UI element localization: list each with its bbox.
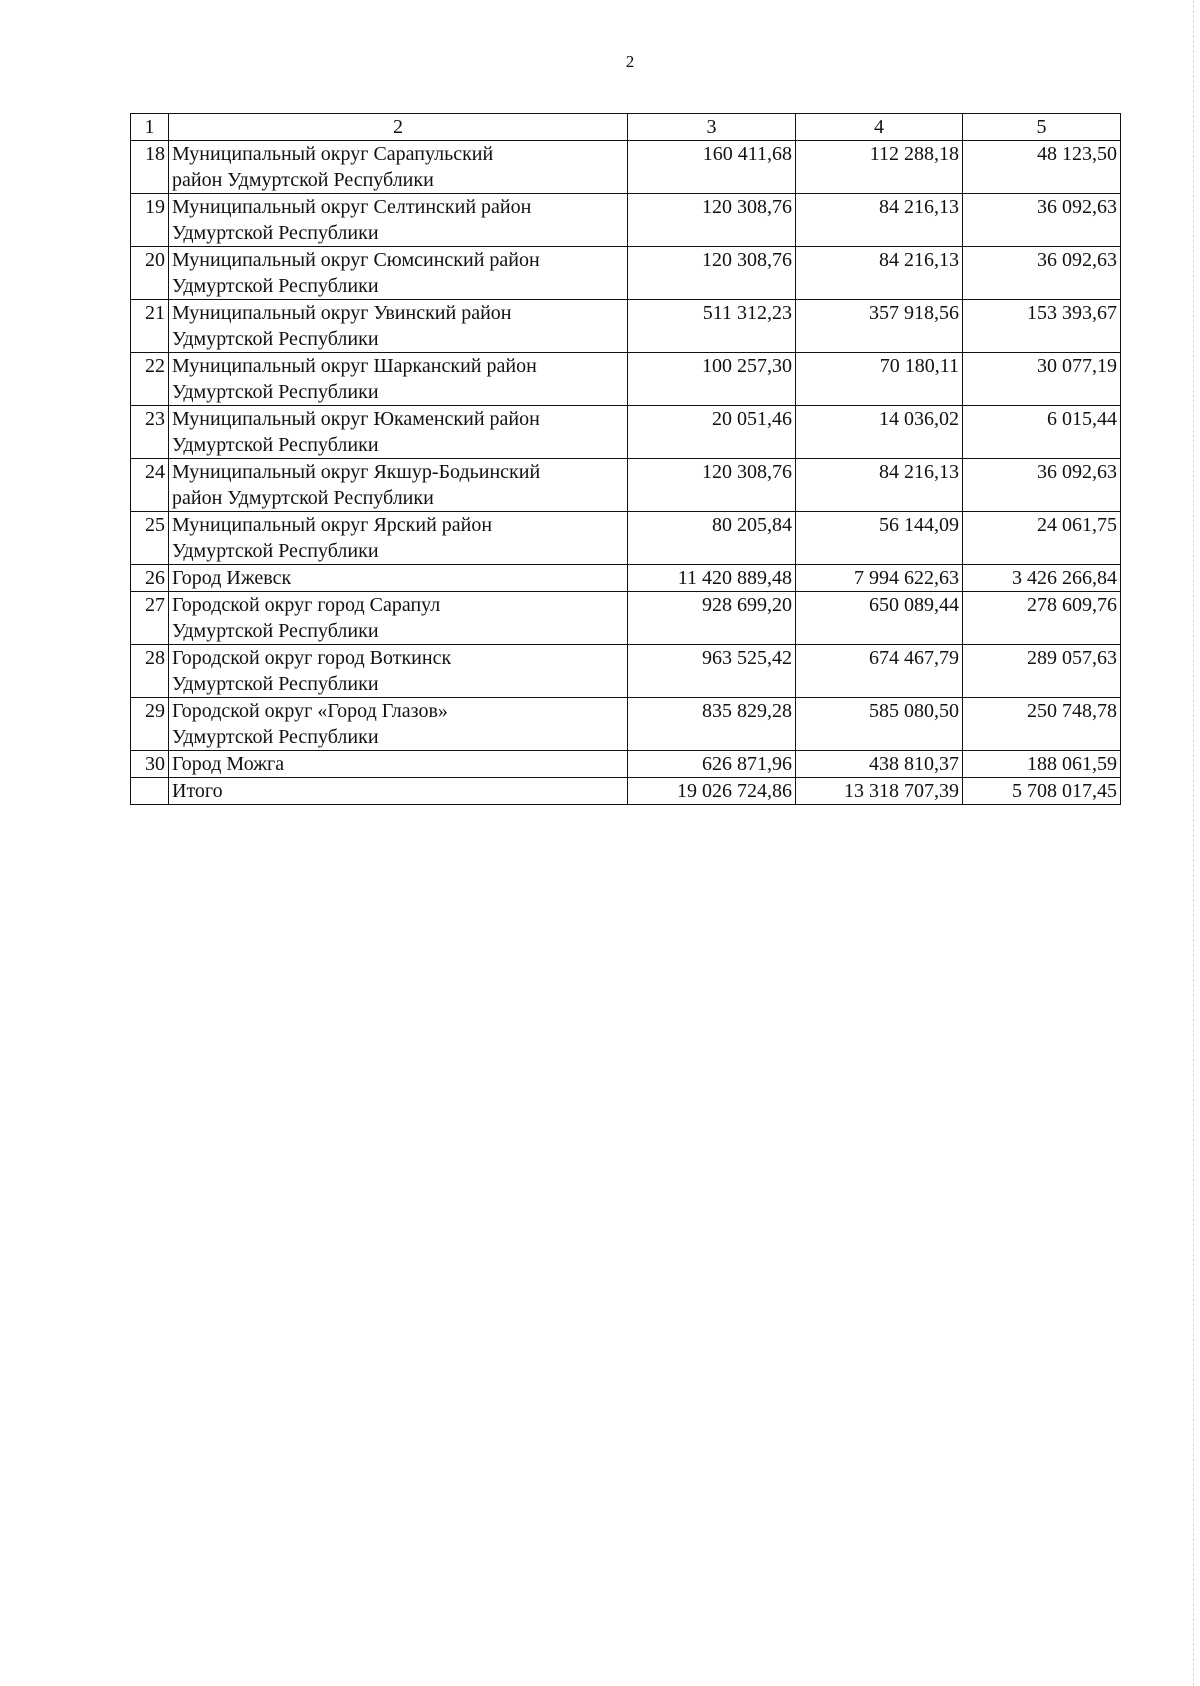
header-col-3: 3 [628,114,796,141]
amount-c4: 438 810,37 [796,751,963,778]
municipality-name-line: Муниципальный округ Якшур-Бодьинский [172,461,541,483]
amount-c3: 120 308,76 [628,459,796,512]
municipality-name [169,353,628,406]
table-row [131,565,1121,592]
municipality-name-line: Удмуртской Республики [172,275,379,297]
municipality-name [169,592,628,645]
municipality-name-line: Удмуртской Республики [172,328,379,350]
municipality-name [169,512,628,565]
amount-c4: 112 288,18 [796,141,963,194]
table-row [131,300,1121,353]
amount-c3: 80 205,84 [628,512,796,565]
municipality-name-line: Город Можга [172,753,285,775]
amount-c3: 20 051,46 [628,406,796,459]
municipality-name-line: район Удмуртской Республики [172,169,434,191]
table-row [131,645,1121,698]
table-row [131,353,1121,406]
header-col-2: 2 [169,114,628,141]
amount-c5: 30 077,19 [963,353,1121,406]
municipality-name [169,141,628,194]
row-index: 30 [131,751,169,778]
amount-c4: 56 144,09 [796,512,963,565]
municipality-name [169,565,628,592]
municipality-name-line: Удмуртской Республики [172,620,379,642]
total-amount-c5: 5 708 017,45 [963,778,1121,805]
amount-c4: 585 080,50 [796,698,963,751]
amount-c4: 14 036,02 [796,406,963,459]
amount-c5: 250 748,78 [963,698,1121,751]
municipality-name-line: Удмуртской Республики [172,381,379,403]
municipality-name [169,645,628,698]
amount-c4: 674 467,79 [796,645,963,698]
municipality-name-line: Удмуртской Республики [172,540,379,562]
amount-c5: 36 092,63 [963,194,1121,247]
table-body [131,141,1121,805]
row-index: 25 [131,512,169,565]
allocation-table [130,113,1121,805]
municipality-name-line: Удмуртской Республики [172,726,379,748]
table-row [131,698,1121,751]
amount-c5: 153 393,67 [963,300,1121,353]
row-index: 23 [131,406,169,459]
amount-c4: 84 216,13 [796,459,963,512]
row-index: 22 [131,353,169,406]
amount-c5: 36 092,63 [963,247,1121,300]
amount-c3: 626 871,96 [628,751,796,778]
row-index: 29 [131,698,169,751]
municipality-name-line: Муниципальный округ Увинский район [172,302,512,324]
amount-c5: 36 092,63 [963,459,1121,512]
municipality-name [169,300,628,353]
table-row [131,194,1121,247]
amount-c3: 963 525,42 [628,645,796,698]
municipality-name-line: Удмуртской Республики [172,434,379,456]
table-row [131,459,1121,512]
municipality-name-line: район Удмуртской Республики [172,487,434,509]
amount-c5: 289 057,63 [963,645,1121,698]
table-row [131,592,1121,645]
municipality-name [169,698,628,751]
scan-edge-mark [1192,0,1194,1686]
amount-c4: 84 216,13 [796,247,963,300]
amount-c5: 6 015,44 [963,406,1121,459]
row-index: 26 [131,565,169,592]
municipality-name-line: Удмуртской Республики [172,673,379,695]
table-row [131,751,1121,778]
municipality-name-line: Городской округ «Город Глазов» [172,700,448,722]
municipality-name-line: Муниципальный округ Ярский район [172,514,493,536]
municipality-name [169,406,628,459]
row-index: 27 [131,592,169,645]
amount-c3: 120 308,76 [628,194,796,247]
amount-c4: 357 918,56 [796,300,963,353]
header-col-1: 1 [131,114,169,141]
amount-c3: 835 829,28 [628,698,796,751]
row-index: 19 [131,194,169,247]
row-index: 21 [131,300,169,353]
amount-c3: 100 257,30 [628,353,796,406]
amount-c4: 84 216,13 [796,194,963,247]
row-index: 20 [131,247,169,300]
amount-c4: 7 994 622,63 [796,565,963,592]
municipality-name-line: Удмуртской Республики [172,222,379,244]
amount-c4: 650 089,44 [796,592,963,645]
amount-c5: 278 609,76 [963,592,1121,645]
municipality-name-line: Муниципальный округ Сарапульский [172,143,494,165]
row-index: 28 [131,645,169,698]
amount-c3: 160 411,68 [628,141,796,194]
municipality-name-line: Городской округ город Воткинск [172,647,452,669]
header-col-4: 4 [796,114,963,141]
municipality-name-line: Городской округ город Сарапул [172,594,441,616]
amount-c3: 511 312,23 [628,300,796,353]
page-number: 2 [625,52,635,71]
amount-c5: 48 123,50 [963,141,1121,194]
total-amount-c3: 19 026 724,86 [628,778,796,805]
total-index-empty [131,778,169,805]
amount-c5: 24 061,75 [963,512,1121,565]
amount-c3: 120 308,76 [628,247,796,300]
table-row [131,141,1121,194]
municipality-name [169,459,628,512]
amount-c3: 928 699,20 [628,592,796,645]
total-label: Итого [169,778,628,805]
table-row [131,247,1121,300]
row-index: 18 [131,141,169,194]
header-col-5: 5 [963,114,1121,141]
row-index: 24 [131,459,169,512]
municipality-name-line: Город Ижевск [172,567,292,589]
header-row [131,114,1121,141]
municipality-name-line: Муниципальный округ Юкаменский район [172,408,540,430]
amount-c4: 70 180,11 [796,353,963,406]
total-row [131,778,1121,805]
municipality-name [169,247,628,300]
amount-c5: 188 061,59 [963,751,1121,778]
municipality-name-line: Муниципальный округ Селтинский район [172,196,532,218]
table-row [131,406,1121,459]
table-row [131,512,1121,565]
municipality-name-line: Муниципальный округ Сюмсинский район [172,249,540,271]
municipality-name-line: Муниципальный округ Шарканский район [172,355,537,377]
municipality-name [169,194,628,247]
total-amount-c4: 13 318 707,39 [796,778,963,805]
amount-c3: 11 420 889,48 [628,565,796,592]
amount-c5: 3 426 266,84 [963,565,1121,592]
municipality-name [169,751,628,778]
